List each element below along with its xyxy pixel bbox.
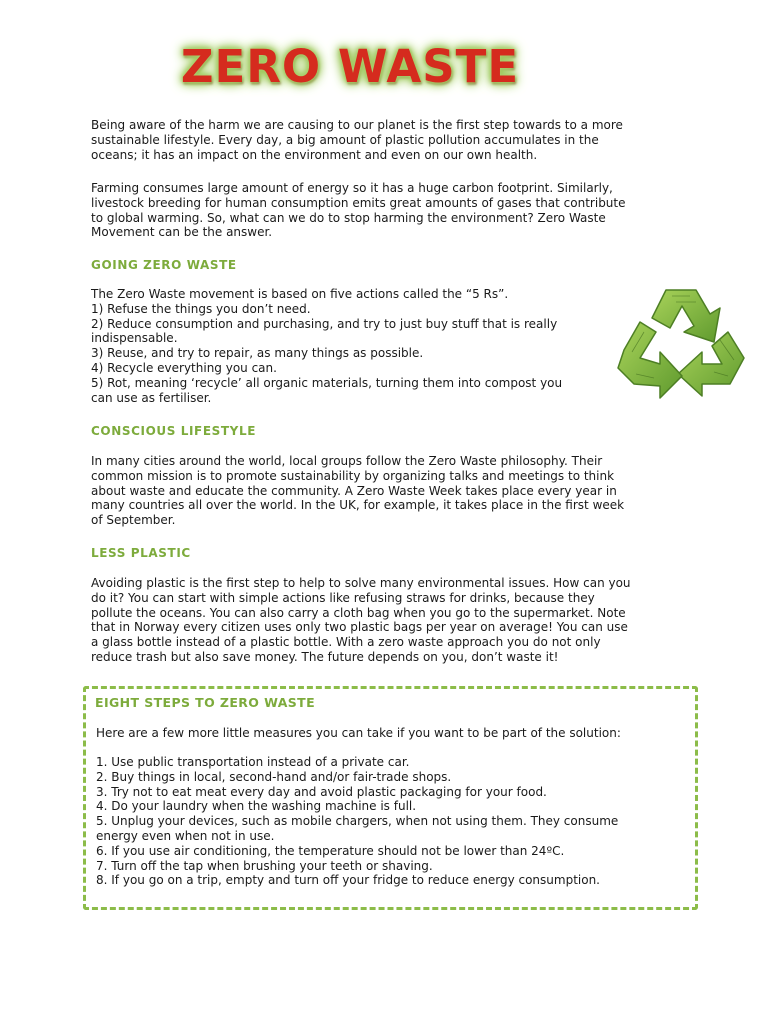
recycle-icon — [610, 280, 758, 412]
eight-steps-list: 1. Use public transportation instead of a private car. 2. Buy things in local, second-hand and/or fair-trade shops. 3. Try not to eat meat every day and avoid plastic packaging for your food. 4. Do your laundry when the washing machine is full. 5. Unplug your devices, such as mobile chargers, when not using them. They consume energy even when not in use. 6. If you use air conditioning, the temperature should not be lower than 24ºC. 7. Turn off the tap when brushing your teeth or shaving. 8. If you go on a trip, empty and turn off your fridge to reduce energy consumption. — [96, 755, 619, 888]
intro-paragraph-1: Being aware of the harm we are causing to our planet is the first step towards to a more sustainable lifestyle. Every day, a big amount of plastic pollution accumulates in the oceans; it has an impact on the environment and even on our own health. — [91, 118, 623, 162]
heading-going-zero-waste: GOING ZERO WASTE — [91, 258, 237, 272]
going-zero-waste-body: The Zero Waste movement is based on five actions called the “5 Rs”. 1) Refuse the things you don’t need. 2) Reduce consumption and purchasing, and try to just buy stuff that is really indispensable. 3) Reuse, and try to repair, as many things as possible. 4) Recycle everything you can. 5) Rot, meaning ‘recycle’ all organic materials, turning them into compost you can use as fertiliser. — [91, 287, 563, 405]
eight-steps-heading: EIGHT STEPS TO ZERO WASTE — [95, 695, 316, 710]
heading-conscious-lifestyle: CONSCIOUS LIFESTYLE — [91, 424, 256, 438]
eight-steps-intro: Here are a few more little measures you can take if you want to be part of the solution: — [96, 726, 621, 740]
page-title: ZERO WASTE — [180, 40, 520, 93]
conscious-lifestyle-body: In many cities around the world, local groups follow the Zero Waste philosophy. Their common mission is to promote sustainability by organizing talks and meetings to think about waste and educate the community. A Zero Waste Week takes place every year in many countries all over the world. In the UK, for example, it takes place in the first week of September. — [91, 454, 625, 528]
heading-less-plastic: LESS PLASTIC — [91, 546, 191, 560]
less-plastic-body: Avoiding plastic is the first step to help to solve many environmental issues. How can you do it? You can start with simple actions like refusing straws for drinks, because they pollute the oceans. You can also carry a cloth bag when you go to the supermarket. Note that in Norway every citizen uses only two plastic bags per year on average! You can use a glass bottle instead of a plastic bottle. With a zero waste approach you do not only reduce trash but also save money. The future depends on you, don’t waste it! — [91, 576, 631, 664]
intro-paragraph-2: Farming consumes large amount of energy so it has a huge carbon footprint. Similarly, livestock breeding for human consumption emits great amounts of gases that contribute to global warming. So, what can we do to stop harming the environment? Zero Waste Movement can be the answer. — [91, 181, 626, 240]
